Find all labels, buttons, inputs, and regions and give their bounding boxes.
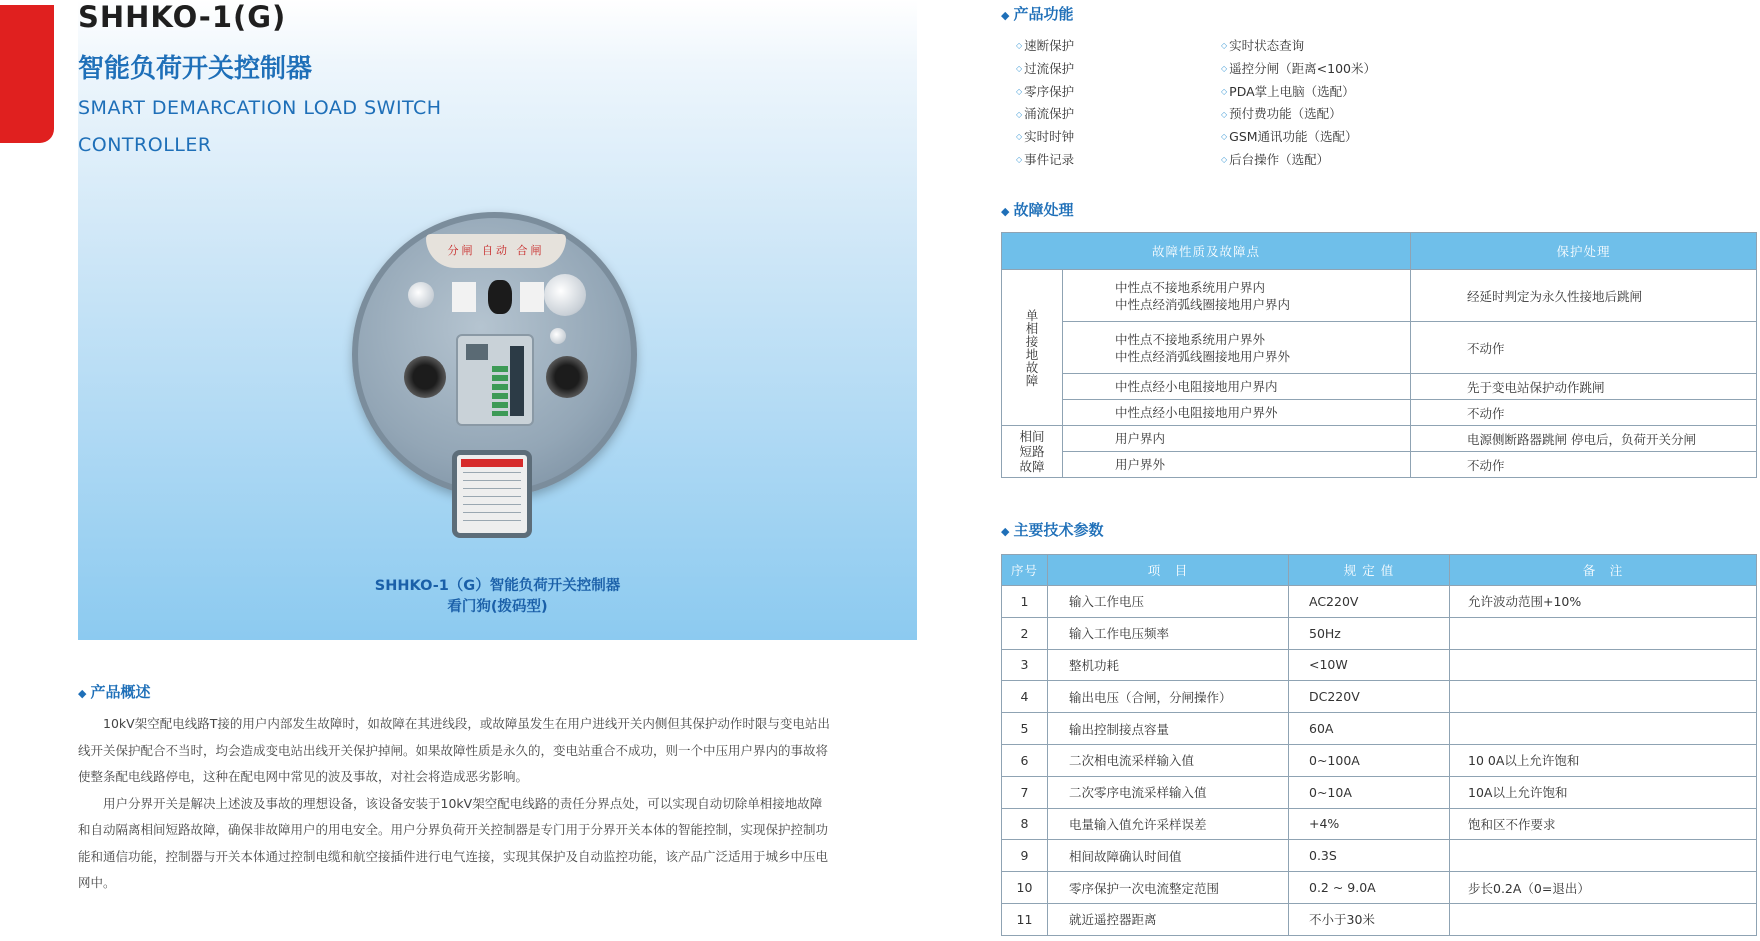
technical-params-table (1001, 554, 1757, 936)
param-value: +4% (1289, 808, 1450, 840)
row-number: 2 (1002, 617, 1048, 649)
caption-line1: SHHKO-1（G）智能负荷开关控制器 (374, 578, 621, 594)
param-note (1450, 649, 1757, 681)
dot-icon: ◇ (1221, 64, 1228, 73)
fault-point-cell: 中性点经小电阻接地用户界外 (1063, 400, 1411, 426)
param-note (1450, 840, 1757, 872)
param-value: 50Hz (1289, 617, 1450, 649)
product-title-en (78, 90, 498, 164)
fault-point-cell (1063, 270, 1411, 322)
overview-paragraph-2: 用户分界开关是解决上述波及事故的理想设备，该设备安装于10kV架空配电线路的责任分界点处，可以实现自动切除单相接地故障和自动隔离相间短路故障，确保非故障用户的用电安全。用户分界负荷开关控制器是专门用于分界开关本体的智能控制，实现保护控制功能和通信功能，控制器与开关本体通过控制电缆和航空接插件进行电气连接，实现其保护及自动监控功能，该产品广泛适用于城乡中压电网中。 (78, 795, 829, 890)
table-row (1002, 903, 1757, 935)
category-label: 单相接地故障 (1025, 307, 1039, 388)
display-window (466, 344, 488, 360)
dot-icon: ◇ (1221, 132, 1228, 142)
param-note: 允许波动范围+10% (1450, 586, 1757, 618)
function-item (1221, 149, 1511, 172)
column-header: 序号 (1002, 555, 1048, 586)
fault-point-cell: 用户界内 (1063, 426, 1411, 452)
dip-switches (492, 366, 508, 416)
fault-heading (1001, 199, 1073, 220)
param-value: 不小于30米 (1289, 903, 1450, 935)
function-list (1016, 35, 1516, 172)
product-title-en-line2: CONTROLLER (78, 134, 212, 156)
param-note (1450, 681, 1757, 713)
table-row (1002, 452, 1757, 478)
row-number: 10 (1002, 872, 1048, 904)
function-item (1221, 103, 1511, 126)
aviation-socket-left (404, 356, 446, 398)
label-plate-right (520, 282, 544, 312)
overview-heading (78, 681, 150, 702)
diamond-bullet-icon: ◆ (1001, 9, 1010, 22)
action-cell: 不动作 (1411, 452, 1757, 478)
param-note (1450, 713, 1757, 745)
param-value: 0.3S (1289, 840, 1450, 872)
params-heading-text: 主要技术参数 (1013, 521, 1104, 539)
table-row (1002, 649, 1757, 681)
param-item: 二次零序电流采样输入值 (1048, 776, 1289, 808)
action-cell: 经延时判定为永久性接地后跳闸 (1411, 270, 1757, 322)
small-button (550, 328, 566, 344)
function-item (1016, 103, 1221, 126)
param-item: 相间故障确认时间值 (1048, 840, 1289, 872)
table-row (1002, 617, 1757, 649)
param-value: 0~10A (1289, 776, 1450, 808)
fault-point-cell: 中性点经小电阻接地用户界内 (1063, 374, 1411, 400)
category-cell (1002, 270, 1063, 426)
fault-point-cell: 用户界外 (1063, 452, 1411, 478)
indicator-lamp-right (544, 274, 586, 316)
function-label: 遥控分闸（距离<100米） (1229, 60, 1376, 76)
dot-icon: ◇ (1016, 109, 1023, 119)
table-row (1002, 400, 1757, 426)
fault-point-cell (1063, 322, 1411, 374)
table-row (1002, 270, 1757, 322)
dot-icon: ◇ (1221, 41, 1228, 51)
category-label: 相间短路故障 (1019, 429, 1045, 474)
dot-icon: ◇ (1016, 132, 1023, 142)
row-number: 1 (1002, 586, 1048, 618)
param-item: 零序保护一次电流整定范围 (1048, 872, 1289, 904)
dot-icon: ◇ (1221, 155, 1228, 165)
row-number: 8 (1002, 808, 1048, 840)
instruction-card-header (461, 459, 523, 467)
param-item: 就近遥控器距离 (1048, 903, 1289, 935)
function-label: 后台操作（选配） (1229, 151, 1330, 167)
function-label: PDA掌上电脑（选配） (1229, 83, 1355, 99)
dot-icon: ◇ (1016, 86, 1023, 96)
row-number: 5 (1002, 713, 1048, 745)
function-item (1016, 149, 1221, 172)
function-item (1016, 35, 1221, 58)
category-cell (1002, 426, 1063, 478)
instruction-card-text (463, 472, 521, 526)
param-note: 步长0.2A（0=退出） (1450, 872, 1757, 904)
dot-icon: ◇ (1016, 155, 1023, 165)
dot-icon: ◇ (1016, 41, 1023, 51)
row-number: 6 (1002, 744, 1048, 776)
function-label: 零序保护 (1024, 83, 1075, 99)
param-value: 60A (1289, 713, 1450, 745)
table-row (1002, 681, 1757, 713)
param-note (1450, 903, 1757, 935)
aviation-socket-right (546, 356, 588, 398)
param-value: 0.2 ~ 9.0A (1289, 872, 1450, 904)
product-title-en-line1: SMART DEMARCATION LOAD SWITCH (78, 97, 442, 119)
table-row (1002, 322, 1757, 374)
table-row (1002, 744, 1757, 776)
column-header: 备 注 (1450, 555, 1757, 586)
terminal-block (510, 346, 524, 416)
function-item (1221, 58, 1511, 81)
function-label: 过流保护 (1024, 60, 1075, 76)
dot-icon: ◇ (1221, 109, 1228, 119)
overview-text (78, 711, 830, 897)
diamond-bullet-icon: ◆ (1001, 525, 1010, 538)
red-side-tab (0, 5, 54, 143)
function-item (1221, 81, 1511, 104)
function-item (1221, 35, 1511, 58)
table-header-row (1002, 555, 1757, 586)
table-row (1002, 840, 1757, 872)
table-row (1002, 426, 1757, 452)
function-item (1221, 126, 1511, 149)
param-item: 输出电压（合闸，分闸操作） (1048, 681, 1289, 713)
param-value: 0~100A (1289, 744, 1450, 776)
param-item: 输入工作电压频率 (1048, 617, 1289, 649)
column-header: 项 目 (1048, 555, 1289, 586)
caption-line2: 看门狗(拨码型) (447, 599, 548, 615)
fault-point-line: 中性点不接地系统用户界内 (1115, 279, 1266, 295)
row-number: 9 (1002, 840, 1048, 872)
param-note: 饱和区不作要求 (1450, 808, 1757, 840)
function-item (1016, 126, 1221, 149)
function-label: 实时状态查询 (1229, 38, 1305, 53)
param-item: 二次相电流采样输入值 (1048, 744, 1289, 776)
indicator-lamp-left (408, 282, 434, 308)
action-cell: 先于变电站保护动作跳闸 (1411, 374, 1757, 400)
table-row (1002, 776, 1757, 808)
params-heading (1001, 519, 1103, 540)
param-item: 电量输入值允许采样误差 (1048, 808, 1289, 840)
function-label: 事件记录 (1024, 151, 1075, 167)
param-note: 10 0A以上允许饱和 (1450, 744, 1757, 776)
diamond-bullet-icon: ◆ (1001, 205, 1010, 218)
function-label: 速断保护 (1024, 38, 1075, 53)
action-cell: 不动作 (1411, 400, 1757, 426)
column-header: 保护处理 (1411, 233, 1757, 270)
param-value: DC220V (1289, 681, 1450, 713)
function-item (1016, 81, 1221, 104)
param-note (1450, 617, 1757, 649)
row-number: 11 (1002, 903, 1048, 935)
column-header: 规 定 值 (1289, 555, 1450, 586)
function-label: GSM通讯功能（选配） (1229, 129, 1358, 145)
row-number: 3 (1002, 649, 1048, 681)
dot-icon: ◇ (1221, 86, 1228, 96)
diamond-bullet-icon: ◆ (78, 687, 87, 700)
fault-point-line: 中性点经消弧线圈接地用户界内 (1115, 296, 1291, 312)
instruction-card (452, 450, 532, 538)
param-value: <10W (1289, 649, 1450, 681)
param-item: 输出控制接点容量 (1048, 713, 1289, 745)
overview-heading-text: 产品概述 (90, 683, 151, 701)
model-number: SHHKO-1(G) (78, 0, 287, 34)
param-note: 10A以上允许饱和 (1450, 776, 1757, 808)
table-row (1002, 872, 1757, 904)
mode-label-strip (426, 234, 566, 268)
param-item: 整机功耗 (1048, 649, 1289, 681)
function-label: 实时时钟 (1024, 129, 1075, 145)
fault-heading-text: 故障处理 (1013, 201, 1074, 219)
rotary-switch (488, 280, 512, 314)
fault-handling-table (1001, 232, 1757, 478)
table-row (1002, 586, 1757, 618)
dot-icon: ◇ (1016, 64, 1023, 73)
functions-heading-text: 产品功能 (1013, 5, 1074, 23)
product-title-cn: 智能负荷开关控制器 (78, 54, 313, 84)
table-row (1002, 713, 1757, 745)
param-item: 输入工作电压 (1048, 586, 1289, 618)
mode-label: 分闸 自动 合闸 (447, 244, 545, 257)
table-header-row (1002, 233, 1757, 270)
fault-point-line: 中性点经消弧线圈接地用户界外 (1115, 348, 1291, 364)
row-number: 7 (1002, 776, 1048, 808)
action-cell: 不动作 (1411, 322, 1757, 374)
action-cell: 电源侧断路器跳闸 停电后，负荷开关分闸 (1411, 426, 1757, 452)
function-item (1016, 58, 1221, 81)
column-header: 故障性质及故障点 (1002, 233, 1411, 270)
param-value: AC220V (1289, 586, 1450, 618)
overview-paragraph-1: 10kV架空配电线路T接的用户内部发生故障时，如故障在其进线段，或故障虽发生在用户进线开关内侧但其保护动作时限与变电站出线开关保护配合不当时，均会造成变电站出线开关保护掉闸。如果故障性质是永久的，变电站重合不成功，则一个中压用户界内的事故将使整条配电线路停电，这种在配电网中常见的波及事故，对社会将造成恶劣影响。 (78, 716, 830, 784)
product-caption (78, 576, 917, 618)
function-label: 预付费功能（选配） (1229, 106, 1342, 122)
label-plate-left (452, 282, 476, 312)
functions-heading (1001, 3, 1073, 24)
fault-point-line: 中性点不接地系统用户界外 (1115, 331, 1266, 347)
table-row (1002, 808, 1757, 840)
function-label: 涌流保护 (1024, 106, 1075, 122)
row-number: 4 (1002, 681, 1048, 713)
table-row (1002, 374, 1757, 400)
dip-switch-panel (456, 334, 534, 426)
